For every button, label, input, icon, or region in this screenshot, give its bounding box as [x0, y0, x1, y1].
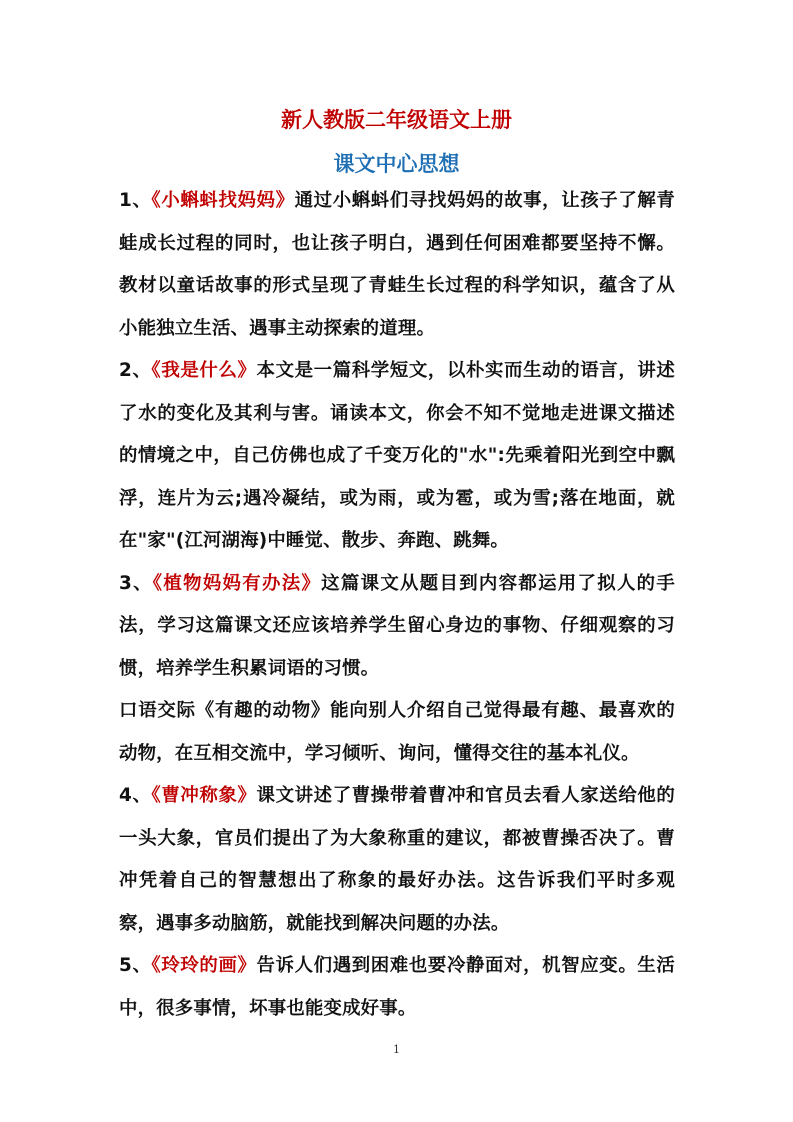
page-number: 1 — [393, 1043, 400, 1056]
paragraph-text: 课文讲述了曹操带着曹冲和官员去看人家送给他的一头大象，官员们提出了为大象称重的建议，都被曹操否决了。曹冲凭着自己的智慧想出了称象的最好办法。这告诉我们平时多观察，遇事多动脑筋，就能找到解决问题的办法。 — [119, 785, 675, 934]
paragraph-text: 本文是一篇科学短文，以朴实而生动的语言，讲述了水的变化及其利与害。诵读本文，你会不知不觉地走进课文描述的情境之中，自己仿佛也成了千变万化的"水":先乘着阳光到空中飘浮，连片为云;遇冷凝结，或为雨，或为雹，或为雪;落在地面，就在"家"(江河湖海)中睡觉、散步、奔跑、跳舞。 — [119, 360, 675, 551]
paragraph-3 — [119, 563, 675, 691]
paragraph-number: 5、 — [119, 955, 152, 976]
paragraph-text: 口语交际《有趣的动物》能向别人介绍自己觉得最有趣、最喜欢的动物，在互相交流中，学习倾听、询问，懂得交往的基本礼仪。 — [119, 700, 675, 764]
paragraph-oral-communication — [119, 690, 675, 775]
paragraph-number: 3、 — [119, 572, 153, 594]
lesson-title: 《植物妈妈有办法》 — [152, 572, 322, 594]
page-subtitle: 课文中心思想 — [333, 152, 460, 176]
paragraph-number: 4、 — [119, 785, 152, 806]
lesson-title: 《小蝌蚪找妈妈》 — [151, 190, 295, 211]
paragraph-5 — [119, 945, 675, 1030]
paragraph-4 — [119, 775, 675, 945]
page-title: 新人教版二年级语文上册 — [281, 108, 512, 132]
document-body — [119, 180, 675, 1030]
paragraph-1 — [119, 180, 675, 350]
paragraph-2 — [119, 350, 675, 563]
paragraph-number: 2、 — [119, 360, 152, 381]
lesson-title: 《玲玲的画》 — [151, 955, 257, 976]
paragraph-text: 告诉人们遇到困难也要冷静面对，机智应变。生活中，很多事情，坏事也能变成好事。 — [119, 955, 675, 1019]
paragraph-number: 1、 — [119, 190, 152, 211]
paragraph-text: 通过小蝌蚪们寻找妈妈的故事，让孩子了解青蛙成长过程的同时，也让孩子明白，遇到任何困难都要坚持不懈。教材以童话故事的形式呈现了青蛙生长过程的科学知识，蕴含了从小能独立生活、遇事主动探索的道理。 — [119, 190, 675, 339]
lesson-title: 《我是什么》 — [151, 360, 257, 381]
paragraph-text: 这篇课文从题目到内容都运用了拟人的手法，学习这篇课文还应该培养学生留心身边的事物、仔细观察的习惯，培养学生积累词语的习惯。 — [119, 572, 675, 679]
lesson-title: 《曹冲称象》 — [151, 785, 257, 806]
